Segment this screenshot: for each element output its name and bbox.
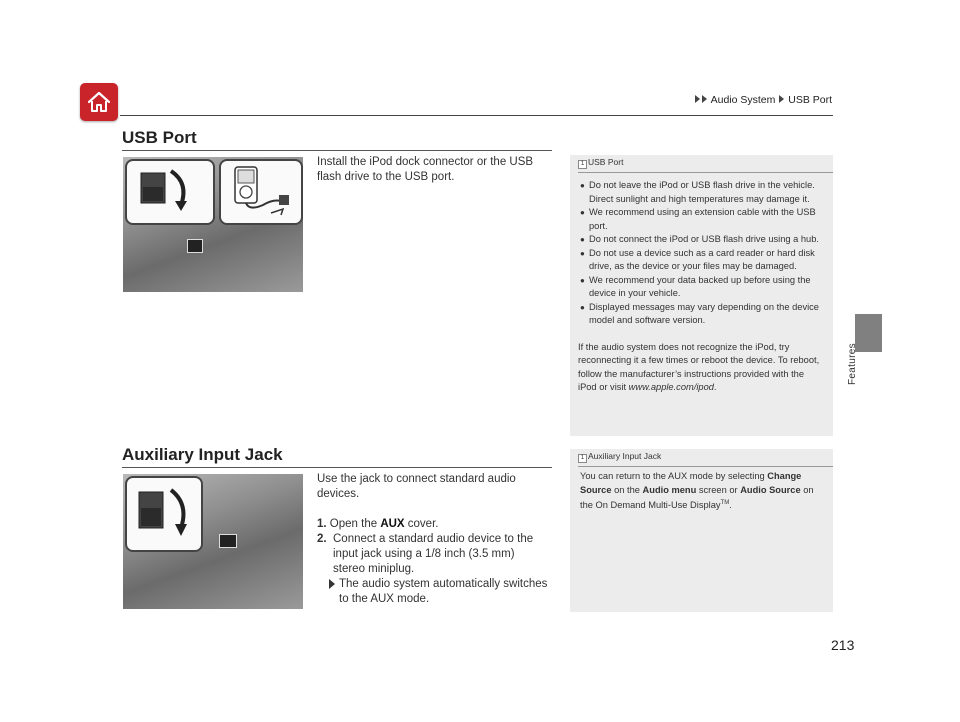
- reference-marker: 1: [578, 454, 587, 463]
- aux-step-2: [317, 532, 549, 577]
- note-text: You can return to the AUX mode by selecting: [580, 471, 768, 481]
- usb-cover-inset: [125, 159, 215, 225]
- aux-note-box: [570, 449, 833, 612]
- note-text-end: .: [729, 500, 732, 511]
- list-item: ● Do not leave the iPod or USB flash drive in the vehicle. Direct sunlight and high temperatures may damage it.: [578, 179, 825, 206]
- section-rule: [122, 467, 552, 468]
- aux-step-2-result: [317, 577, 549, 607]
- aux-jack-graphic: [219, 534, 237, 548]
- usb-port-photo: [123, 157, 303, 292]
- side-tab-label: Features: [847, 343, 858, 385]
- usb-intro-text: Install the iPod dock connector or the USB flash drive to the USB port.: [317, 156, 534, 183]
- aux-note-title: Auxiliary Input Jack: [588, 451, 662, 461]
- list-item: ● We recommend using an extension cable with the USB port.: [578, 206, 825, 233]
- usb-note-paragraph: [578, 341, 825, 395]
- result-text: The audio system automatically switches to the AUX mode.: [339, 578, 548, 605]
- breadcrumb-item[interactable]: USB Port: [788, 94, 832, 106]
- note-text: screen or: [696, 484, 741, 495]
- header-rule: [120, 115, 833, 116]
- usb-note-header: [578, 155, 833, 173]
- aux-instructions: [317, 472, 549, 607]
- usb-note-list: [578, 179, 825, 328]
- usb-note-text: If the audio system does not recognize the iPod, try reconnecting it a few times or reboot the device. To reboot, follow the manufacturer’s instructions provided with the iPod or visit: [578, 341, 820, 392]
- aux-note-header: [578, 449, 833, 467]
- home-icon: [86, 90, 112, 114]
- list-item: ● Do not connect the iPod or USB flash drive using a hub.: [578, 233, 825, 247]
- breadcrumb: [500, 94, 832, 106]
- result-arrow-icon: [329, 579, 335, 589]
- aux-cover-inset: [125, 476, 203, 552]
- list-item: ● We recommend your data backed up before using the device in your vehicle.: [578, 274, 825, 301]
- aux-note-paragraph: [570, 467, 833, 513]
- step-number: 1.: [317, 518, 327, 530]
- breadcrumb-arrow-icon: [695, 95, 700, 103]
- note-text: on the On Demand Multi-Use Display: [580, 484, 814, 511]
- step-text: Open the: [329, 518, 381, 530]
- aux-intro-text: Use the jack to connect standard audio devices.: [317, 473, 516, 500]
- list-item: ● Displayed messages may vary depending on the device model and software version.: [578, 301, 825, 328]
- apple-link[interactable]: www.apple.com/ipod: [628, 382, 714, 392]
- section-title-aux: Auxiliary Input Jack: [122, 445, 283, 464]
- open-aux-cover-illustration: [127, 478, 201, 550]
- ipod-cable-illustration: [221, 161, 301, 223]
- step-text: Connect a standard audio device to the input jack using a 1/8 inch (3.5 mm) stereo miniplug.: [333, 533, 534, 575]
- side-tab-marker[interactable]: [855, 314, 882, 352]
- home-button[interactable]: [80, 83, 118, 121]
- note-text: on the: [611, 484, 643, 495]
- usb-note-box: [570, 155, 833, 436]
- audio-menu-label: Audio menu: [642, 484, 697, 495]
- list-item: ● Do not use a device such as a card reader or hard disk drive, as the device or your files may be damaged.: [578, 247, 825, 274]
- ipod-connector-inset: [219, 159, 303, 225]
- breadcrumb-arrow-icon: [702, 95, 707, 103]
- aux-label: AUX: [380, 518, 405, 530]
- breadcrumb-arrow-icon: [779, 95, 784, 103]
- usb-note-text-end: .: [713, 382, 717, 392]
- trademark-mark: TM: [720, 500, 730, 506]
- aux-step-1: [317, 517, 549, 532]
- page-number: 213: [831, 637, 855, 653]
- step-number: 2.: [317, 533, 327, 545]
- breadcrumb-item[interactable]: Audio System: [710, 94, 776, 106]
- section-rule: [122, 150, 552, 151]
- audio-source-label: Audio Source: [740, 484, 801, 495]
- aux-jack-photo: [123, 474, 303, 609]
- reference-marker: 1: [578, 160, 587, 169]
- change-source-label: Change Source: [580, 471, 802, 495]
- step-text-end: cover.: [404, 518, 439, 530]
- open-cover-illustration: [127, 161, 213, 223]
- section-title-usb: USB Port: [122, 128, 197, 147]
- usb-port-graphic: [187, 239, 203, 253]
- usb-note-title: USB Port: [588, 157, 624, 167]
